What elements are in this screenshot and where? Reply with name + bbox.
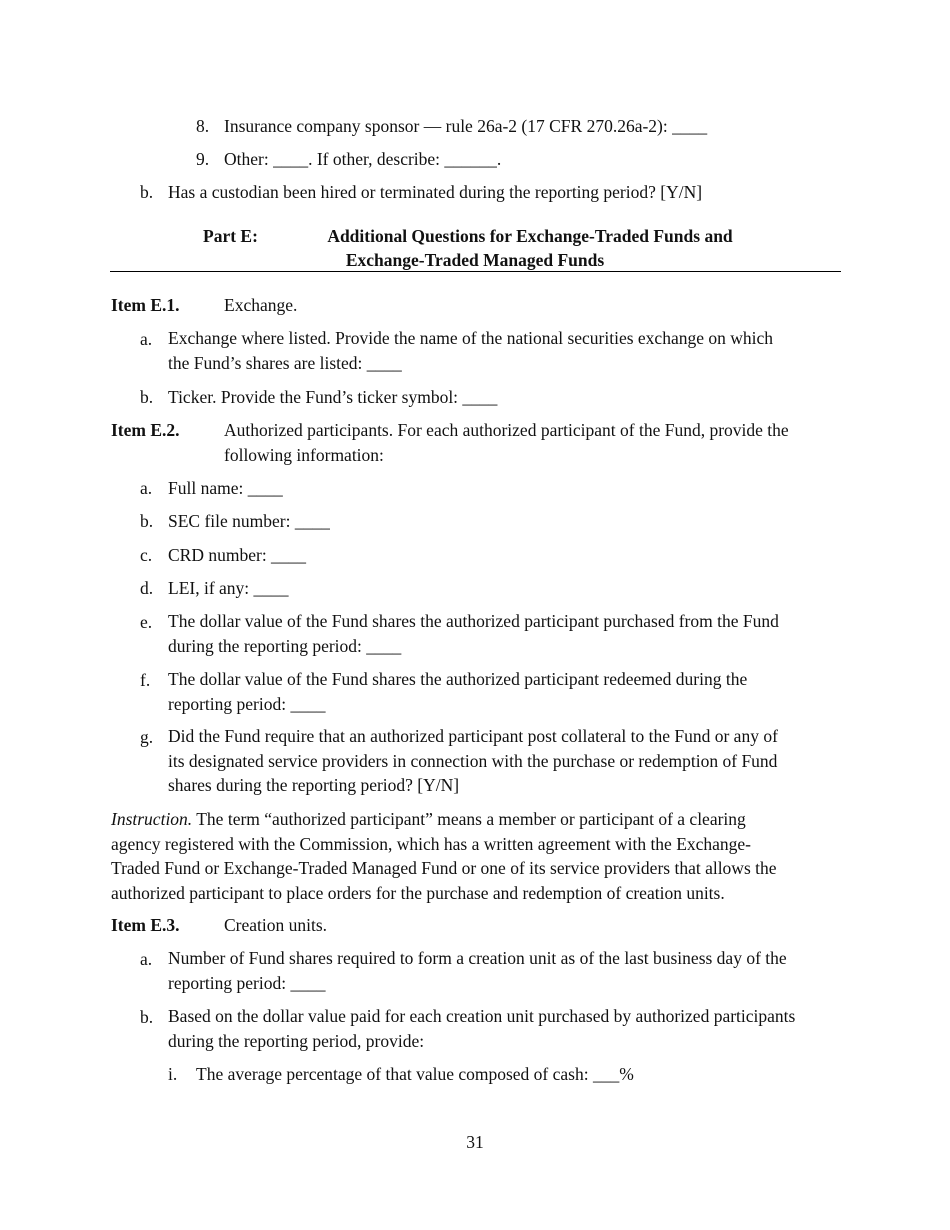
- instruction-line3: Traded Fund or Exchange-Traded Managed Fund or one of its service providers that allows the: [111, 858, 777, 878]
- e2-g-line3: shares during the reporting period? [Y/N]: [168, 775, 460, 795]
- e2-g-label: g.: [140, 727, 154, 747]
- e2-f-label: f.: [140, 670, 151, 690]
- e1-b-text: Ticker. Provide the Fund’s ticker symbol: ____: [168, 387, 498, 407]
- e3-b-label: b.: [140, 1007, 154, 1027]
- e3-a-line1: Number of Fund shares required to form a creation unit as of the last business day of the: [168, 948, 787, 968]
- item-e1-label: Item E.1.: [111, 295, 180, 315]
- part-e-label: Part E:: [203, 226, 258, 246]
- e3-a-label: a.: [140, 949, 153, 969]
- e2-c-label: c.: [140, 545, 153, 565]
- e3-i-label: i.: [168, 1064, 178, 1084]
- section-divider: [110, 271, 841, 272]
- instruction-label: Instruction.: [111, 809, 193, 829]
- e2-g-text: [168, 724, 778, 798]
- e2-f-line2: reporting period: ____: [168, 693, 326, 714]
- e2-a-text: Full name: ____: [168, 478, 283, 498]
- e3-a-line2: reporting period: ____: [168, 972, 326, 993]
- instruction-line1: The term “authorized participant” means a member or participant of a clearing: [192, 809, 746, 829]
- part-e-title-line1: Additional Questions for Exchange-Traded Funds and: [327, 226, 733, 246]
- e2-a-label: a.: [140, 478, 153, 498]
- e2-e-label: e.: [140, 612, 153, 632]
- e3-b-line2: during the reporting period, provide:: [168, 1030, 425, 1051]
- e2-f-text: [168, 667, 747, 716]
- part-e-title-line2: Exchange-Traded Managed Funds: [345, 250, 605, 270]
- e2-e-text: [168, 609, 779, 658]
- e2-b-label: b.: [140, 511, 154, 531]
- instruction-line2: agency registered with the Commission, which has a written agreement with the Exchange-: [111, 833, 752, 854]
- custodian-b-label: b.: [140, 182, 154, 202]
- custodian-b-text: Has a custodian been hired or terminated during the reporting period? [Y/N]: [168, 182, 703, 202]
- item-e1-title: Exchange.: [224, 295, 298, 315]
- e2-e-line2: during the reporting period: ____: [168, 635, 402, 656]
- e1-a-line2: the Fund’s shares are listed: ____: [168, 352, 402, 373]
- e2-f-line1: The dollar value of the Fund shares the authorized participant redeemed during the: [168, 669, 748, 689]
- page-number: 31: [466, 1132, 484, 1152]
- e2-g-line1: Did the Fund require that an authorized participant post collateral to the Fund or any of: [168, 726, 778, 746]
- e2-d-text: LEI, if any: ____: [168, 578, 289, 598]
- item-8-number: 8.: [196, 116, 210, 136]
- e1-a-line1: Exchange where listed. Provide the name of the national securities exchange on which: [168, 328, 773, 348]
- item-9-number: 9.: [196, 149, 210, 169]
- e1-a-label: a.: [140, 329, 153, 349]
- e2-d-label: d.: [140, 578, 154, 598]
- item-e3-title: Creation units.: [224, 915, 328, 935]
- instruction-paragraph: [111, 807, 777, 905]
- e2-b-text: SEC file number: ____: [168, 511, 330, 531]
- e3-a-text: [168, 946, 787, 995]
- item-e3-label: Item E.3.: [111, 915, 180, 935]
- e3-i-text: The average percentage of that value composed of cash: ___%: [196, 1064, 634, 1084]
- e2-c-text: CRD number: ____: [168, 545, 307, 565]
- instruction-line4: authorized participant to place orders for the purchase and redemption of creation units.: [111, 882, 725, 903]
- e2-e-line1: The dollar value of the Fund shares the authorized participant purchased from the Fund: [168, 611, 779, 631]
- e2-title-line1: Authorized participants. For each authorized participant of the Fund, provide the: [224, 420, 789, 440]
- item-9-text: Other: ____. If other, describe: ______.: [224, 149, 502, 169]
- e3-b-text: [168, 1004, 795, 1053]
- item-e2-title: [224, 418, 789, 467]
- e2-title-line2: following information:: [224, 444, 384, 465]
- e2-g-line2: its designated service providers in connection with the purchase or redemption of Fund: [168, 750, 778, 771]
- item-8-text: Insurance company sponsor — rule 26a-2 (17 CFR 270.26a-2): ____: [224, 116, 708, 136]
- item-e2-label: Item E.2.: [111, 420, 180, 440]
- e3-b-line1: Based on the dollar value paid for each creation unit purchased by authorized participants: [168, 1006, 796, 1026]
- e1-b-label: b.: [140, 387, 154, 407]
- e1-a-text: [168, 326, 773, 375]
